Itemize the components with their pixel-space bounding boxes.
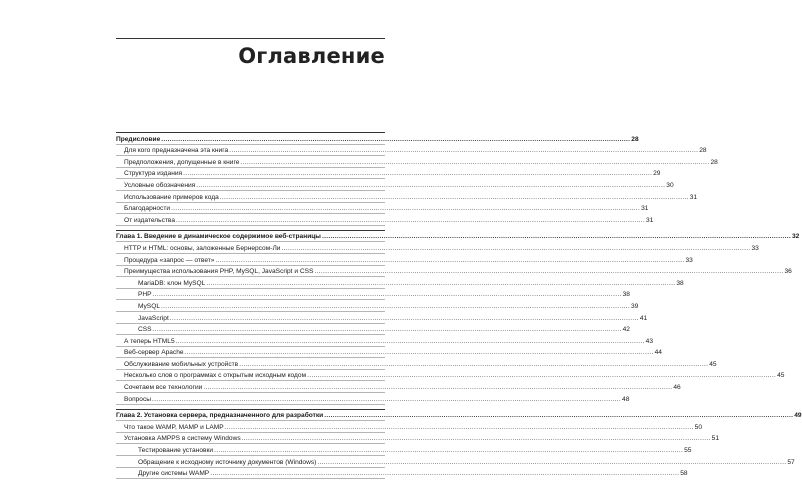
- toc-entry-title: Преимущества использования PHP, MySQL, JavaScript и CSS: [124, 268, 314, 276]
- toc-entry[interactable]: [116, 242, 759, 254]
- toc-entry-title: Процедура «запрос — ответ»: [124, 256, 215, 264]
- toc-entry-title: Что такое WAMP, MAMP и LAMP: [124, 423, 224, 431]
- toc-entry-title: Условные обозначения: [124, 181, 196, 189]
- toc-leader-dots: ............................................................................................................................................................................................................................: [171, 205, 641, 213]
- toc-entry-title: CSS: [138, 326, 152, 334]
- toc-leader-dots: ............................................................................................................................................................................................................................: [203, 384, 673, 392]
- toc-entry[interactable]: [116, 456, 795, 468]
- toc-entry-page-number: 38: [676, 279, 684, 287]
- toc-leader-dots: ............................................................................................................................................................................................................................: [215, 256, 685, 264]
- top-rule: [116, 38, 385, 39]
- toc-entry-title: MySQL: [138, 302, 160, 310]
- toc-entry-page-number: 39: [631, 302, 639, 310]
- toc-entry-title: Вопросы: [124, 395, 152, 403]
- toc-entry[interactable]: [116, 312, 648, 324]
- toc-entry-page-number: 32: [791, 233, 800, 241]
- toc-entry-page-number: 30: [666, 181, 674, 189]
- toc-entry-title: MariaDB: клон MySQL: [138, 279, 206, 287]
- toc-entry[interactable]: [116, 381, 681, 393]
- toc-entry-page-number: 51: [711, 435, 719, 443]
- toc-leader-dots: ............................................................................................................................................................................................................................: [214, 447, 684, 455]
- toc-entry[interactable]: [116, 254, 693, 266]
- toc-entry-title: Установка AMPPS в систему Windows: [124, 435, 241, 443]
- toc-leader-dots: ............................................................................................................................................................................................................................: [241, 435, 711, 443]
- toc-entry-title: Сочетаем все технологии: [124, 384, 203, 392]
- toc-leader-dots: ............................................................................................................................................................................................................................: [161, 135, 631, 143]
- toc-entry[interactable]: [116, 347, 662, 359]
- toc-entry-page-number: 45: [709, 360, 717, 368]
- table-of-contents: [116, 132, 802, 483]
- toc-entry-title: Для кого предназначена эта книга: [124, 147, 229, 155]
- toc-entry[interactable]: [116, 168, 661, 180]
- toc-leader-dots: ............................................................................................................................................................................................................................: [152, 395, 622, 403]
- toc-entry-title: Глава 2. Установка сервера, предназначенного для разработки: [116, 412, 324, 420]
- toc-entry-page-number: 43: [645, 337, 654, 345]
- toc-entry[interactable]: [116, 433, 719, 445]
- toc-entry[interactable]: [116, 300, 639, 312]
- toc-entry-title: Благодарности: [124, 205, 171, 213]
- toc-leader-dots: ............................................................................................................................................................................................................................: [224, 423, 694, 431]
- toc-leader-dots: ............................................................................................................................................................................................................................: [307, 372, 777, 380]
- toc-entry[interactable]: [116, 203, 649, 215]
- toc-leader-dots: ............................................................................................................................................................................................................................: [240, 158, 710, 166]
- toc-leader-dots: ............................................................................................................................................................................................................................: [184, 349, 654, 357]
- toc-entry-page-number: 45: [777, 372, 785, 380]
- toc-entry[interactable]: [116, 358, 717, 370]
- toc-entry-page-number: 49: [794, 412, 802, 420]
- toc-entry[interactable]: [116, 444, 692, 456]
- toc-entry-page-number: 31: [646, 216, 654, 224]
- toc-entry-title: Обращение к исходному источнику документов (Windows): [138, 458, 317, 466]
- toc-leader-dots: ............................................................................................................................................................................................................................: [175, 337, 645, 345]
- toc-entry-page-number: 29: [653, 170, 661, 178]
- toc-leader-dots: ............................................................................................................................................................................................................................: [183, 170, 653, 178]
- toc-entry-title: Предисловие: [116, 135, 161, 143]
- toc-entry-page-number: 33: [751, 244, 759, 252]
- toc-entry[interactable]: [116, 393, 630, 405]
- toc-entry-page-number: 44: [654, 349, 662, 357]
- toc-entry-title: Веб-сервер Apache: [124, 349, 184, 357]
- toc-entry-page-number: 42: [622, 326, 630, 334]
- toc-entry[interactable]: [116, 335, 654, 347]
- toc-entry-page-number: 55: [684, 447, 692, 455]
- toc-entry[interactable]: [116, 156, 718, 168]
- toc-leader-dots: ............................................................................................................................................................................................................................: [281, 244, 751, 252]
- toc-entry[interactable]: [116, 370, 785, 382]
- page-title: Оглавление: [238, 44, 385, 68]
- toc-entry-title: Тестирование установки: [138, 447, 214, 455]
- toc-chapter: [116, 132, 718, 226]
- toc-entry[interactable]: [116, 277, 684, 289]
- toc-entry-page-number: 58: [680, 470, 688, 478]
- toc-leader-dots: ............................................................................................................................................................................................................................: [239, 360, 709, 368]
- toc-entry-page-number: 50: [694, 423, 702, 431]
- toc-chapter: [116, 230, 800, 405]
- toc-leader-dots: ............................................................................................................................................................................................................................: [196, 181, 666, 189]
- toc-leader-dots: ............................................................................................................................................................................................................................: [219, 193, 689, 201]
- toc-chapter-heading[interactable]: [116, 231, 800, 243]
- toc-entry-title: Несколько слов о программах с открытым исходным кодом: [124, 372, 307, 380]
- toc-entry-title: Другие системы WAMP: [138, 470, 210, 478]
- toc-entry-title: JavaScript: [138, 314, 169, 322]
- toc-entry-title: Предположения, допущенные в книге: [124, 158, 240, 166]
- toc-chapter-heading[interactable]: [116, 410, 802, 422]
- toc-entry-page-number: 36: [784, 268, 792, 276]
- toc-leader-dots: ............................................................................................................................................................................................................................: [324, 412, 794, 420]
- toc-entry-page-number: 31: [641, 205, 649, 213]
- toc-leader-dots: ............................................................................................................................................................................................................................: [176, 216, 646, 224]
- toc-entry-title: Структура издания: [124, 170, 183, 178]
- toc-entry-page-number: 46: [673, 384, 681, 392]
- toc-leader-dots: ............................................................................................................................................................................................................................: [152, 326, 622, 334]
- toc-entry-page-number: 28: [699, 147, 707, 155]
- toc-entry-title: PHP: [138, 291, 152, 299]
- toc-entry-title: От издательства: [124, 216, 176, 224]
- toc-entry-title: А теперь HTML5: [124, 337, 175, 345]
- toc-entry-page-number: 41: [639, 314, 648, 322]
- toc-leader-dots: ............................................................................................................................................................................................................................: [160, 302, 631, 310]
- toc-entry[interactable]: [116, 145, 707, 157]
- toc-leader-dots: ............................................................................................................................................................................................................................: [321, 233, 791, 241]
- toc-entry-title: Обслуживание мобильных устройств: [124, 360, 239, 368]
- toc-entry-page-number: 28: [631, 135, 639, 143]
- toc-leader-dots: ............................................................................................................................................................................................................................: [229, 147, 699, 155]
- toc-leader-dots: ............................................................................................................................................................................................................................: [210, 470, 680, 478]
- toc-entry[interactable]: [116, 468, 688, 480]
- toc-entry-title: Использование примеров кода: [124, 193, 219, 201]
- toc-entry[interactable]: [116, 421, 702, 433]
- toc-entry-title: HTTP и HTML: основы, заложенные Бернерсом-Ли: [124, 244, 281, 252]
- toc-leader-dots: ............................................................................................................................................................................................................................: [169, 314, 639, 322]
- toc-entry-page-number: 38: [622, 291, 630, 299]
- toc-entry-title: Глава 1. Введение в динамическое содержимое веб-страницы: [116, 233, 321, 241]
- toc-entry[interactable]: [116, 324, 630, 336]
- toc-entry[interactable]: [116, 179, 674, 191]
- toc-entry-page-number: 48: [622, 395, 630, 403]
- toc-entry[interactable]: [116, 289, 630, 301]
- toc-leader-dots: ............................................................................................................................................................................................................................: [314, 268, 784, 276]
- toc-entry[interactable]: [116, 266, 792, 278]
- toc-entry-page-number: 28: [710, 158, 718, 166]
- toc-leader-dots: ............................................................................................................................................................................................................................: [317, 458, 787, 466]
- toc-entry-page-number: 33: [685, 256, 693, 264]
- toc-entry-page-number: 31: [689, 193, 698, 201]
- toc-entry[interactable]: [116, 214, 654, 226]
- toc-entry-page-number: 57: [787, 458, 795, 466]
- toc-leader-dots: ............................................................................................................................................................................................................................: [152, 291, 622, 299]
- toc-entry[interactable]: [116, 191, 698, 203]
- toc-chapter-heading[interactable]: [116, 133, 639, 145]
- toc-chapter: [116, 409, 802, 480]
- toc-leader-dots: ............................................................................................................................................................................................................................: [206, 279, 676, 287]
